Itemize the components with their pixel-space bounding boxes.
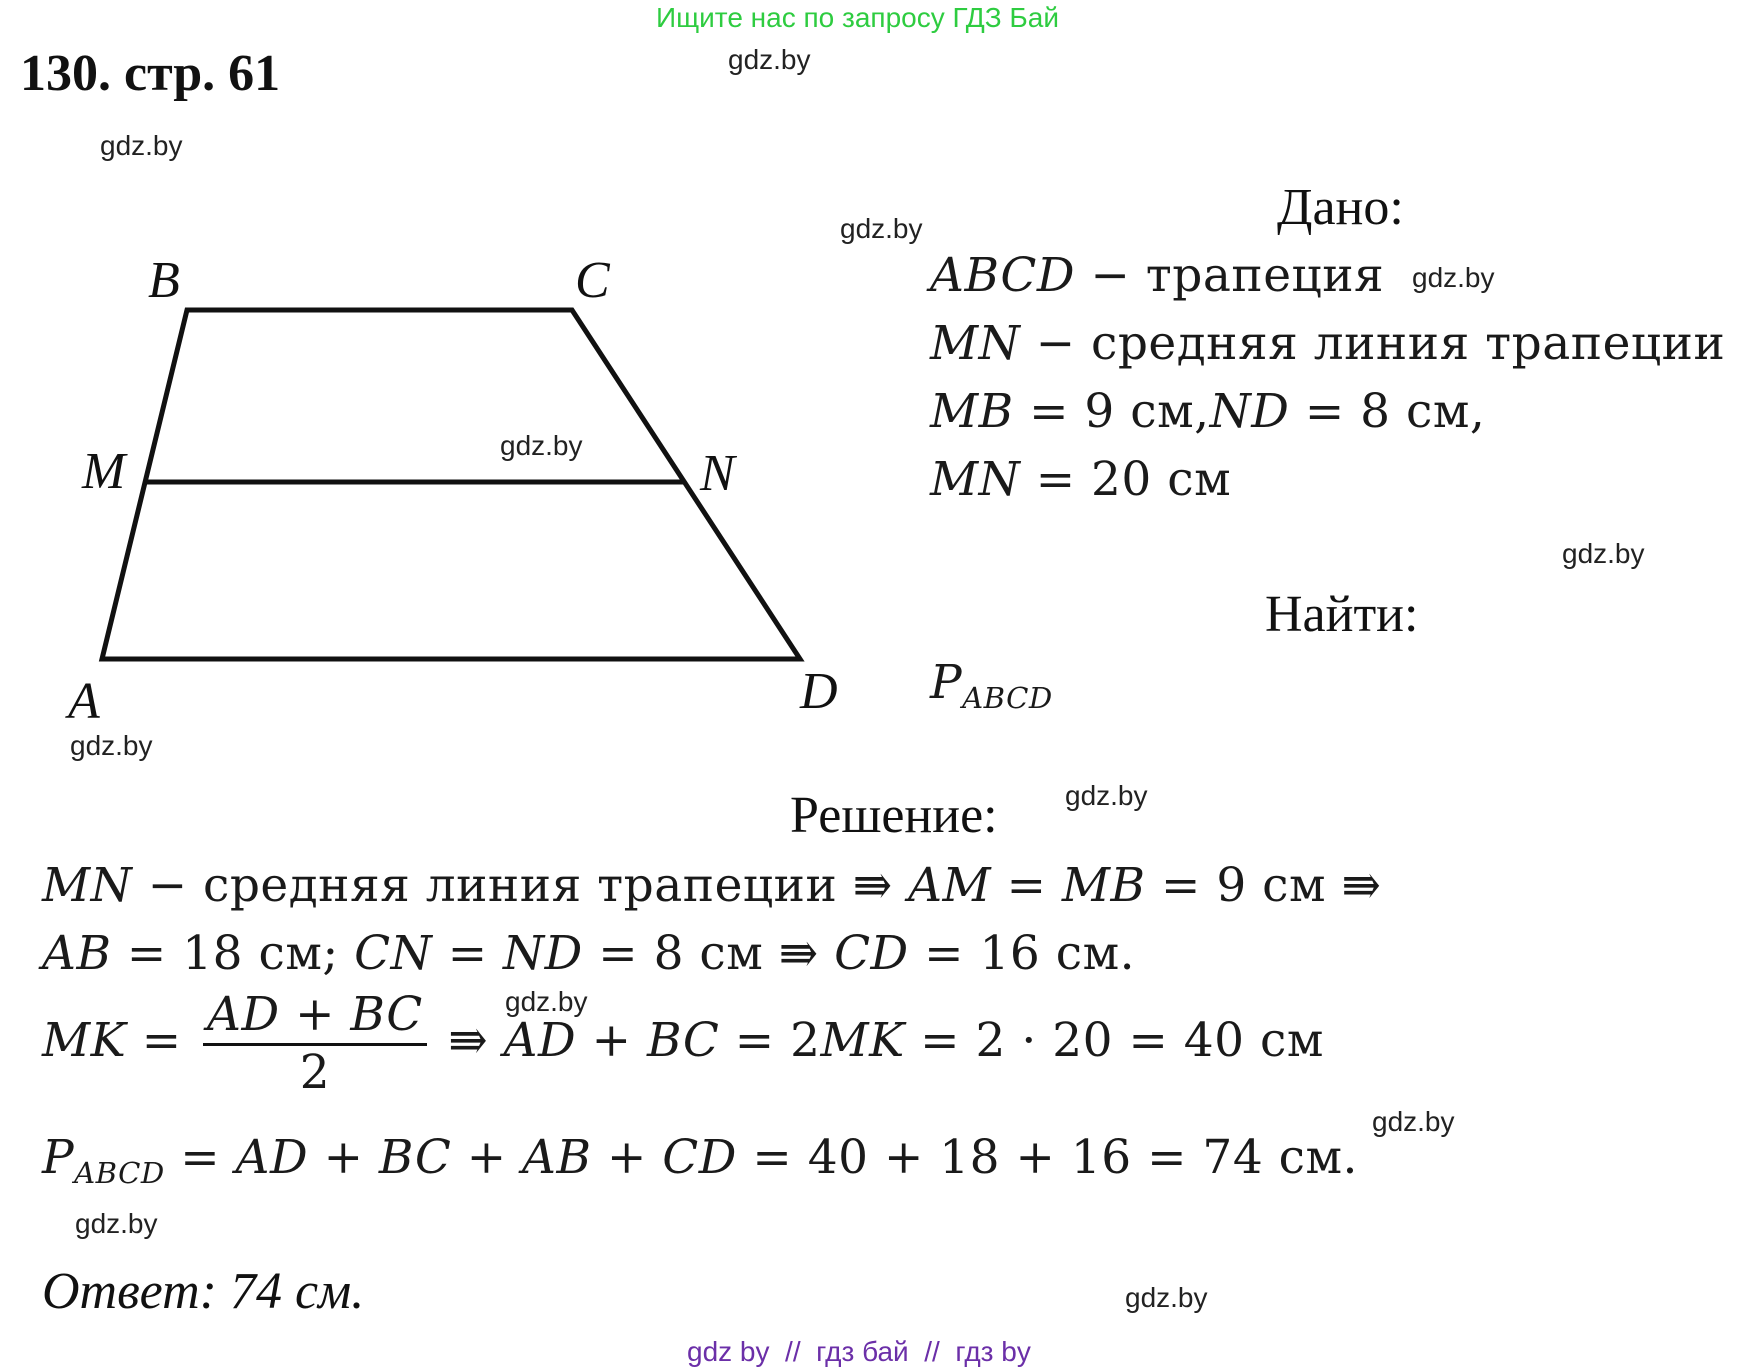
sol-text: ⇛ [432, 1012, 504, 1068]
watermark: gdz.by [840, 213, 923, 244]
given-text: − средняя линия трапеции [1020, 316, 1726, 371]
watermark: gdz.by [1412, 262, 1495, 293]
vertex-label-a: A [68, 673, 100, 730]
sol-var: CD [662, 1130, 737, 1185]
given-text: = 8 см, [1289, 384, 1486, 439]
perimeter-symbol: P [42, 1130, 75, 1185]
given-line-4 [930, 452, 1231, 507]
solution-heading: Решение: [790, 787, 998, 844]
sol-var: AM [908, 858, 992, 913]
given-var: MB [930, 384, 1014, 439]
sol-text: = 9 см ⇛ [1145, 858, 1382, 913]
solution-line-1 [42, 858, 1381, 913]
sol-var: MK [820, 1012, 905, 1068]
vertex-label-c: C [575, 252, 610, 309]
top-banner: Ищите нас по запросу ГДЗ Бай [656, 2, 1060, 33]
sol-var: BC [378, 1130, 452, 1185]
watermark: gdz.by [728, 44, 811, 75]
solution-line-4 [42, 1130, 1358, 1190]
watermark: gdz.by [1065, 780, 1148, 811]
perimeter-subscript: ABCD [962, 681, 1053, 716]
sol-var: BC [646, 1012, 720, 1068]
sol-text: = 18 см; [111, 926, 355, 981]
vertex-label-n: N [700, 445, 735, 502]
given-line-2 [930, 316, 1725, 371]
watermark: gdz.by [100, 130, 183, 161]
watermark: gdz.by [1562, 538, 1645, 569]
sol-var: AD [503, 1012, 577, 1068]
sol-text: + [591, 1130, 663, 1185]
vertex-label-d: D [800, 663, 838, 720]
sol-text: = [991, 858, 1062, 913]
sol-var: AB [522, 1130, 592, 1185]
fraction-numerator: AD + BC [203, 990, 427, 1046]
given-var: ND [1209, 384, 1290, 439]
sol-text: = 8 см ⇛ [582, 926, 835, 981]
fraction-denominator: 2 [299, 1045, 331, 1101]
fraction [203, 987, 427, 1101]
given-var: MN [930, 452, 1021, 507]
sol-var: CD [834, 926, 909, 981]
sol-var: ND [503, 926, 583, 981]
sol-var: AB [42, 926, 112, 981]
sol-var: MB [1061, 858, 1146, 913]
sol-text: + [308, 1130, 379, 1185]
given-text: − трапеция [1075, 248, 1385, 303]
perimeter-subscript: ABCD [74, 1156, 165, 1191]
given-heading: Дано: [1277, 179, 1404, 236]
find-target [930, 655, 1053, 715]
perimeter-symbol: P [930, 655, 963, 710]
sol-var: MN [42, 858, 133, 913]
sol-text: = 16 см. [908, 926, 1136, 981]
watermark: gdz.by [1372, 1106, 1455, 1137]
watermark: gdz.by [75, 1208, 158, 1239]
sol-text: = [432, 926, 504, 981]
sol-text: + [576, 1012, 647, 1068]
sol-text: = 2 · 20 = 40 см [904, 1012, 1324, 1068]
given-var: ABCD [930, 248, 1075, 303]
sol-text: = 2 [719, 1012, 821, 1068]
trapezoid-figure [0, 240, 900, 740]
sol-text: = 40 + 18 + 16 = 74 см. [736, 1130, 1358, 1185]
sol-text: + [451, 1130, 523, 1185]
sol-var: CN [354, 926, 433, 981]
vertex-label-m: M [82, 443, 126, 500]
solution-line-3 [42, 987, 1324, 1101]
footer-links[interactable]: gdz by // гдз бай // гдз by [687, 1336, 1031, 1367]
given-text: = 20 см [1020, 452, 1232, 507]
sol-var: AD [235, 1130, 309, 1185]
page-title: 130. стр. 61 [20, 45, 281, 102]
given-var: MN [930, 316, 1021, 371]
watermark: gdz.by [505, 986, 588, 1017]
watermark: gdz.by [70, 730, 153, 761]
watermark: gdz.by [1125, 1282, 1208, 1313]
find-heading: Найти: [1265, 586, 1419, 643]
sol-text: − средняя линия трапеции ⇛ [132, 858, 909, 913]
sol-text: = [164, 1130, 236, 1185]
watermark: gdz.by [500, 430, 583, 461]
given-line-3 [930, 384, 1485, 439]
solution-line-2 [42, 926, 1135, 981]
sol-var: MK [42, 1012, 127, 1068]
given-text: = 9 см, [1013, 384, 1210, 439]
vertex-label-b: B [148, 252, 180, 309]
given-line-1 [930, 248, 1384, 303]
sol-text: = [126, 1012, 198, 1068]
answer-line: Ответ: 74 см. [42, 1263, 365, 1320]
